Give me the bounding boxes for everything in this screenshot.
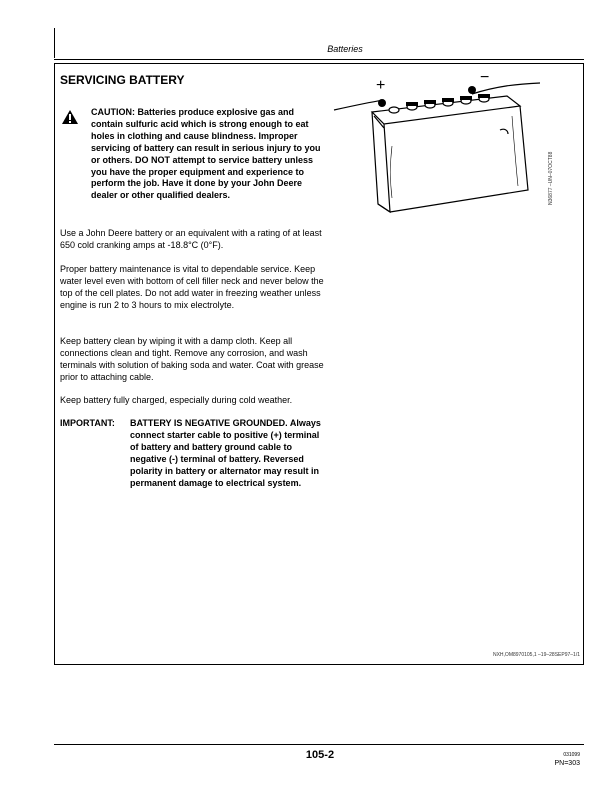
footer-rule: [54, 744, 584, 745]
battery-illustration: [332, 72, 542, 217]
page-number: 105-2: [305, 749, 335, 761]
caution-text: CAUTION: Batteries produce explosive gas and contain sulfuric acid which is strong enough to eat holes in clothing and cause blindness. Improper servicing of battery can result in serious injury to you or others. DO NOT attempt to service battery unless you have the proper equipment and experience to perform the job. Have it done by your John Deere dealer or other qualified dealers.: [91, 107, 321, 201]
paragraph-battery-rating: Use a John Deere battery or an equivalent with a rating of at least 650 cold cranking amps at -18.8°C (0°F).: [60, 228, 322, 250]
page-title: SERVICING BATTERY: [60, 73, 185, 87]
figure-code: N36877 –UN–07OCT88: [548, 151, 554, 205]
positive-terminal-label: +: [376, 77, 386, 94]
reference-code: NXH,OM8970105,1 –19–28SEP97–1/1: [492, 652, 580, 658]
header-frame-line: [54, 28, 55, 58]
paragraph-maintenance: Proper battery maintenance is vital to dependable service. Keep water level even with bottom of cell filler neck and never below the top of the cell plates. Do not add water in freezing weather unless engine is run 2 to 3 hours to mix electrolyte.: [60, 264, 324, 310]
date-code: 031099: [563, 752, 580, 758]
paragraph-cleaning: Keep battery clean by wiping it with a damp cloth. Keep all connections clean and tight. Remove any corrosion, and wash terminals with solution of baking soda and water. Coat with grease prior to attaching cable.: [60, 336, 324, 382]
header-rule: [54, 59, 584, 60]
negative-terminal-label: −: [480, 72, 490, 86]
paragraph-charging: Keep battery fully charged, especially during cold weather.: [60, 395, 293, 405]
pn-number: PN=303: [554, 760, 580, 767]
important-label: IMPORTANT:: [60, 418, 115, 428]
section-header: Batteries: [327, 44, 363, 54]
important-text: BATTERY IS NEGATIVE GROUNDED. Always connect starter cable to positive (+) terminal of battery and battery ground cable to negative (-) terminal of battery. Reversed polarity in battery or alternator may result in permanent damage to electrical system.: [130, 418, 321, 488]
warning-icon: [62, 110, 78, 124]
